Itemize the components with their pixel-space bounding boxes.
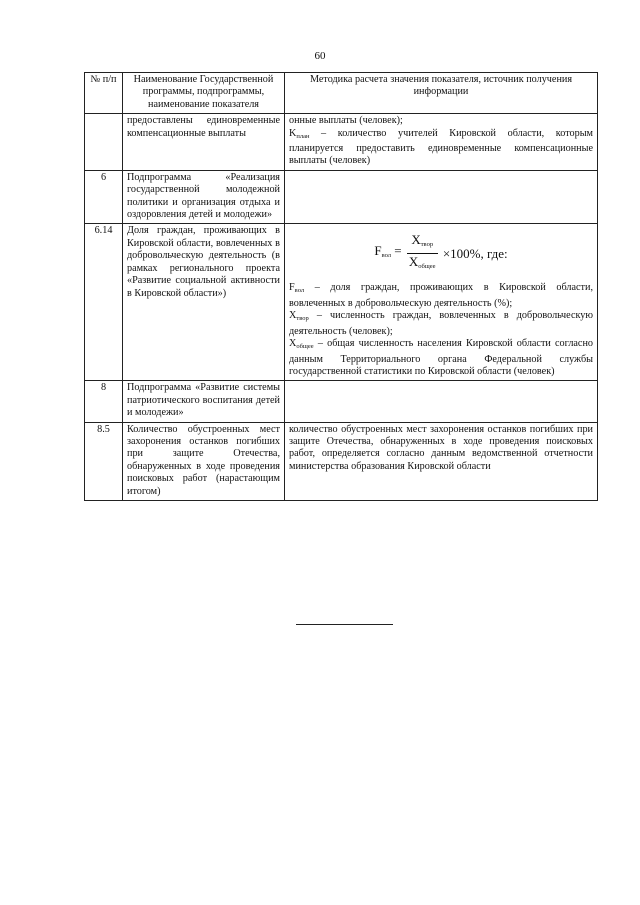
var-definition: – количество учителей Кировской области, которым планируется предоставить единовременные компенсационные выплаты (человек): [289, 127, 593, 167]
header-number: № п/п: [85, 73, 123, 114]
row-name: Количество обустроенных мест захоронения останков погибших при защите Отечества, обнаруженных в ходе проведения поисковых работ (нарастающим итогом): [123, 422, 285, 500]
header-name: Наименование Государственной программы, подпрограммы, наименование показателя: [123, 73, 285, 114]
header-method: Методика расчета значения показателя, источник получения информации: [285, 73, 598, 114]
formula-tail: ×100%, где:: [442, 245, 508, 261]
row-name: Подпрограмма «Реализация государственной молодежной политики и организация отдыха и оздоровления детей и молодежи»: [123, 170, 285, 224]
row-number: [85, 114, 123, 171]
var-subscript: твор: [296, 315, 309, 323]
row-number: 8.5: [85, 422, 123, 500]
var-symbol: X: [289, 310, 297, 322]
end-divider-line: [296, 624, 393, 625]
formula-denominator: X: [408, 254, 419, 270]
var-subscript: план: [296, 132, 310, 140]
row-number: 6: [85, 170, 123, 224]
table-row: [85, 224, 598, 381]
formula-numerator-sub: твор: [420, 241, 434, 249]
table-header-row: [85, 73, 598, 114]
var-subscript: вол: [294, 287, 305, 295]
row-name: предоставлены единовременные компенсационные выплаты: [123, 114, 285, 171]
var-definition: – общая численность населения Кировской области согласно данным Территориального органа Федеральной службы государственной статистики по Кировской области (человек): [289, 338, 593, 377]
row-number: 6.14: [85, 224, 123, 381]
row-name: Подпрограмма «Развитие системы патриотического воспитания детей и молодежи»: [123, 381, 285, 422]
formula: $F_{вол}$ = $\frac{X_{твор}}{X_{общее}}$ ×100%, где:: [289, 225, 593, 282]
var-subscript: общее: [296, 343, 314, 351]
var-symbol: K: [289, 127, 297, 139]
method-text: онные выплаты (человек);: [289, 115, 403, 127]
formula-denominator-sub: общее: [418, 263, 436, 271]
row-method: [285, 224, 598, 381]
var-symbol: X: [289, 338, 297, 350]
table-row: [85, 114, 598, 171]
row-method: [285, 170, 598, 224]
var-definition: – доля граждан, проживающих в Кировской области, вовлеченных в добровольческую деятельность (%);: [289, 282, 593, 309]
formula-fraction: [407, 233, 438, 274]
row-method: количество обустроенных мест захоронения останков погибших при защите Отечества, обнаруженных в ходе проведения поисковых работ, определяется согласно данным ведомственной отчетности министерства образования Кировской области: [285, 422, 598, 500]
row-name: Доля граждан, проживающих в Кировской области, вовлеченных в добровольческую деятельность (в рамках регионального проекта «Развитие социальной активности в Кировской области»): [123, 224, 285, 381]
row-number: 8: [85, 381, 123, 422]
var-definition: – численность граждан, вовлеченных в добровольческую деятельность (человек);: [289, 310, 593, 337]
formula-numerator: X: [411, 232, 421, 248]
row-method: [285, 114, 598, 171]
page-number: 60: [314, 50, 326, 62]
table-row: [85, 170, 598, 224]
formula-lhs: F: [374, 243, 382, 259]
row-method: [285, 381, 598, 422]
table-row: [85, 422, 598, 500]
var-symbol: F: [289, 282, 295, 294]
table-row: [85, 381, 598, 422]
formula-lhs-sub: вол: [381, 252, 391, 260]
indicator-method-table: [84, 72, 598, 501]
